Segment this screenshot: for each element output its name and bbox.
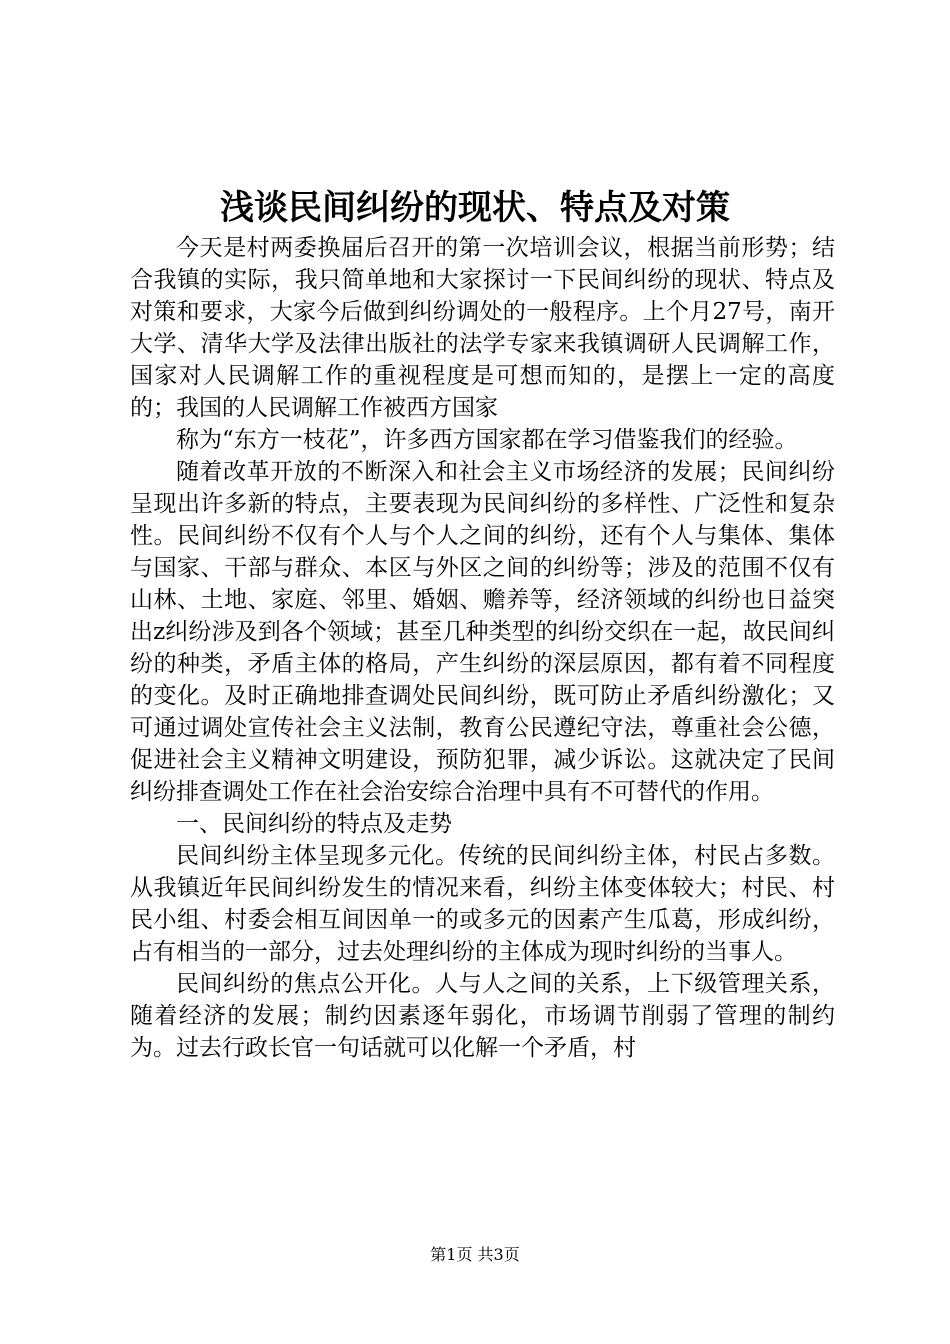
paragraph-intro: 今天是村两委换届后召开的第一次培训会议，根据当前形势；结合我镇的实际，我只简单地和大家探讨一下民间纠纷的现状、特点及对策和要求，大家今后做到纠纷调处的一般程序。上个月27号，南开大学、清华大学及法律出版社的法学专家来我镇调研人民调解工作，国家对人民调解工作的重视程度是可想而知的，是摆上一定的高度的；我国的人民调解工作被西方国家 [130,235,835,421]
paragraph-east-flower: 称为“东方一枝花”，许多西方国家都在学习借鉴我们的经验。 [176,427,798,453]
document-body [130,232,835,1064]
page-footer: 第1页 共3页 [430,1245,520,1264]
paragraph-subjects: 民间纠纷主体呈现多元化。传统的民间纠纷主体，村民占多数。从我镇近年民间纠纷发生的情况来看，纠纷主体变体较大；村民、村民小组、村委会相互间因单一的或多元的因素产生瓜葛，形成纠纷，占有相当的一部分，过去处理纠纷的主体成为现时纠纷的当事人。 [130,843,835,965]
paragraph-reform: 随着改革开放的不断深入和社会主义市场经济的发展；民间纠纷呈现出许多新的特点，主要表现为民间纠纷的多样性、广泛性和复杂性。民间纠纷不仅有个人与个人之间的纠纷，还有个人与集体、集体与国家、干部与群众、本区与外区之间的纠纷等；涉及的范围不仅有山林、土地、家庭、邻里、婚姻、赡养等，经济领域的纠纷也日益突出z纠纷涉及到各个领域；甚至几种类型的纠纷交织在一起，故民间纠纷的种类，矛盾主体的格局，产生纠纷的深层原因，都有着不同程度的变化。及时正确地排查调处民间纠纷，既可防止矛盾纠纷激化；又可通过调处宣传社会主义法制，教育公民遵纪守法，尊重社会公德，促进社会主义精神文明建设，预防犯罪，减少诉讼。这就决定了民间纠纷排查调处工作在社会治安综合治理中具有不可替代的作用。 [130,459,835,805]
paragraph-focus: 民间纠纷的焦点公开化。人与人之间的关系，上下级管理关系，随着经济的发展；制约因素逐年弱化，市场调节削弱了管理的制约为。过去行政长官一句话就可以化解一个矛盾，村 [130,971,835,1061]
document-title: 浅谈民间纠纷的现状、特点及对策 [220,188,730,228]
section-heading-1: 一、民间纠纷的特点及走势 [176,811,452,837]
